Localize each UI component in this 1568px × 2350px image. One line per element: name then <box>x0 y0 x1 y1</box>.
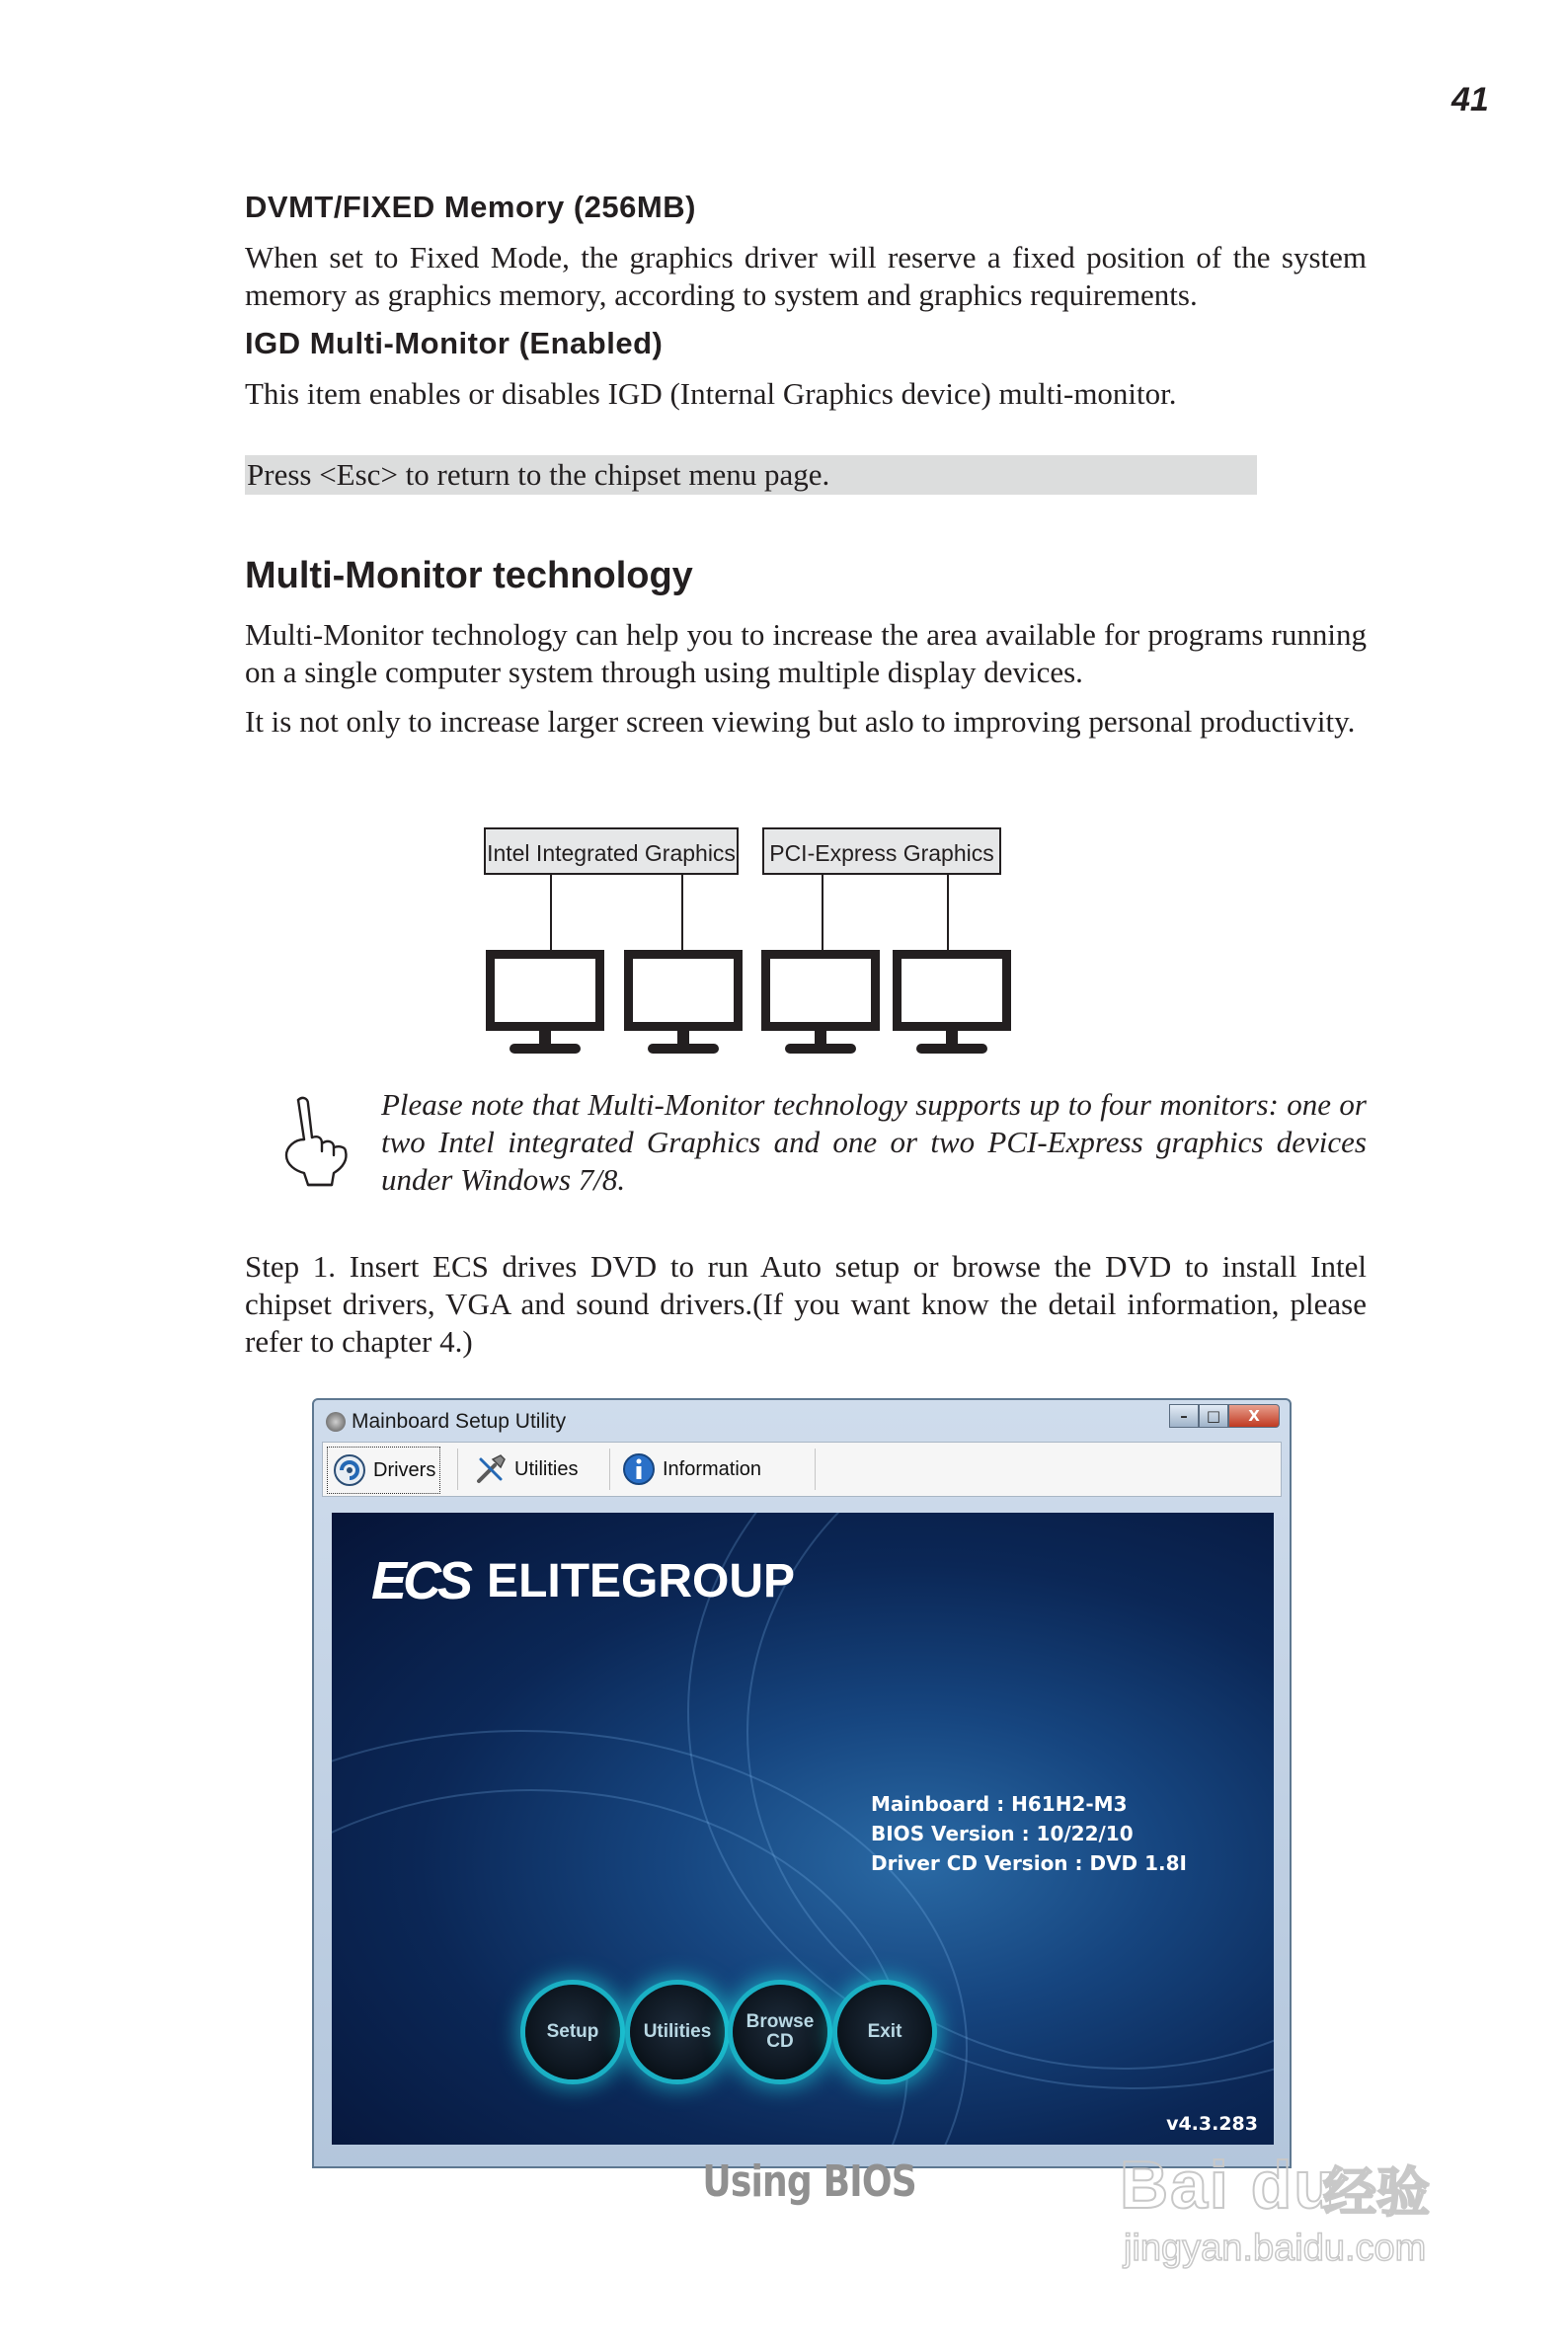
close-button[interactable]: X <box>1228 1404 1280 1428</box>
watermark-brand: Bai du <box>1120 2148 1337 2223</box>
mm-para1-text: Multi-Monitor technology can help you to increase the area available for programs running on a single computer system through using multiple display devices. <box>245 617 1367 689</box>
pointing-hand-icon <box>278 1094 352 1189</box>
watermark-label: 经验 <box>1323 2161 1430 2224</box>
connector-line <box>550 875 552 950</box>
brand-header <box>371 1550 795 1611</box>
connector-line <box>822 875 823 950</box>
window-title: Mainboard Setup Utility <box>352 1410 567 1433</box>
connector-line <box>947 875 949 950</box>
bios-version-info: BIOS Version : 10/22/10 <box>871 1822 1134 1845</box>
app-icon <box>326 1412 346 1432</box>
splash-panel <box>332 1513 1274 2145</box>
step-1-text: Step 1. Insert ECS drives DVD to run Auto setup or browse the DVD to install Intel chipset drivers, VGA and sound drivers.(If you want know the detail information, please refer to chapter 4.) <box>245 1249 1367 1359</box>
note-text: Please note that Multi-Monitor technology supports up to four monitors: one or two Intel integrated Graphics and one or two PCI-Express graphics devices under Windows 7/8. <box>381 1087 1367 1197</box>
utilities-tools-icon <box>473 1451 509 1487</box>
maximize-button[interactable]: □ <box>1199 1404 1228 1428</box>
multi-monitor-heading: Multi-Monitor technology <box>245 555 693 596</box>
dvmt-paragraph <box>245 239 1367 314</box>
tab-information-label: Information <box>663 1457 762 1480</box>
tab-separator <box>815 1449 816 1490</box>
dvmt-heading: DVMT/FIXED Memory (256MB) <box>245 190 696 224</box>
igd-heading: IGD Multi-Monitor (Enabled) <box>245 326 664 360</box>
monitor-icon <box>486 950 604 1058</box>
monitor-icon <box>893 950 1011 1058</box>
cd-label: CD <box>766 2031 794 2052</box>
footer-title: Using BIOS <box>702 2156 916 2207</box>
dvmt-text: When set to Fixed Mode, the graphics driver will reserve a fixed position of the system memory as graphics memory, according to system and graphics requirements. <box>245 240 1367 312</box>
browse-cd-button[interactable] <box>733 1985 827 2079</box>
tab-utilities[interactable] <box>473 1447 578 1492</box>
exit-button[interactable]: Exit <box>837 1985 932 2079</box>
driver-cd-version-info: Driver CD Version : DVD 1.8I <box>871 1851 1187 1875</box>
browse-label: Browse <box>745 2011 815 2032</box>
tab-toolbar <box>322 1442 1282 1497</box>
watermark-url: jingyan.baidu.com <box>1124 2228 1427 2269</box>
window-controls <box>1169 1404 1280 1430</box>
multi-monitor-paragraph-2 <box>245 703 1367 741</box>
utilities-button[interactable]: Utilities <box>630 1985 725 2079</box>
pcie-graphics-box: PCI-Express Graphics <box>762 827 1001 875</box>
page-number: 41 <box>1451 81 1489 118</box>
igd-text: This item enables or disables IGD (Internal Graphics device) multi-monitor. <box>245 376 1177 411</box>
ecs-logo: ECS <box>371 1551 470 1610</box>
monitor-icon <box>761 950 880 1058</box>
igd-paragraph <box>245 375 1367 413</box>
information-icon <box>621 1451 657 1487</box>
mainboard-setup-window <box>312 1398 1292 2168</box>
press-esc-bar: Press <Esc> to return to the chipset menu page. <box>245 455 1257 495</box>
multi-monitor-paragraph-1 <box>245 616 1367 691</box>
tab-drivers-label: Drivers <box>373 1458 436 1481</box>
mm-para2-text: It is not only to increase larger screen viewing but aslo to improving personal productivity. <box>245 704 1356 739</box>
tab-drivers[interactable] <box>327 1447 440 1494</box>
monitor-icon <box>624 950 743 1058</box>
tab-separator <box>609 1449 610 1490</box>
baidu-watermark <box>1116 2129 1491 2277</box>
mainboard-info: Mainboard : H61H2-M3 <box>871 1792 1128 1816</box>
version-label: v4.3.283 <box>1166 2113 1258 2135</box>
tab-information[interactable] <box>621 1447 761 1492</box>
tab-separator <box>457 1449 458 1490</box>
intel-graphics-box: Intel Integrated Graphics <box>484 827 739 875</box>
connector-line <box>681 875 683 950</box>
elitegroup-name: ELITEGROUP <box>487 1554 796 1607</box>
minimize-button[interactable]: – <box>1169 1404 1199 1428</box>
system-info <box>871 1789 1187 1878</box>
drivers-disc-icon <box>332 1452 367 1488</box>
setup-button[interactable]: Setup <box>525 1985 620 2079</box>
tab-utilities-label: Utilities <box>514 1457 579 1480</box>
